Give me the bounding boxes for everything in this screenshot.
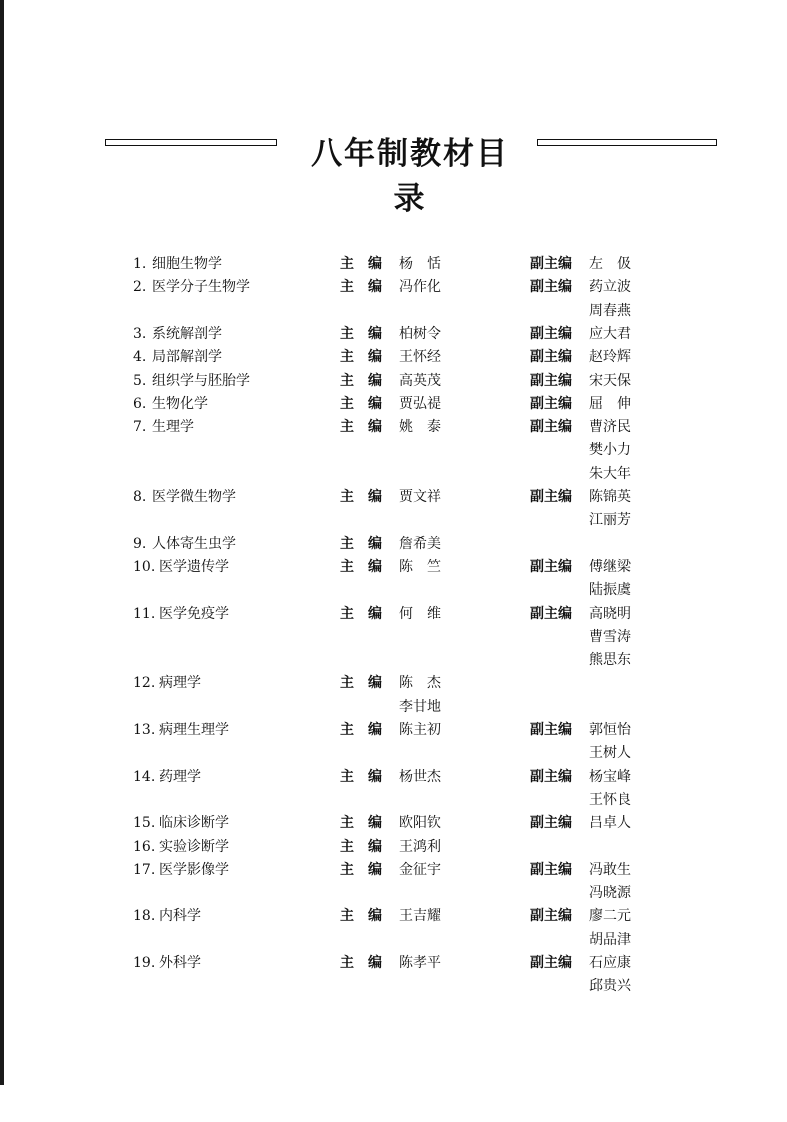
deputy-editor-name: 药立波	[589, 279, 631, 296]
deputy-editor-label: 副主编	[530, 395, 572, 412]
deputy-editor-name: 赵玲辉	[589, 349, 631, 366]
editor-label: 主 编	[340, 838, 382, 855]
book-title: 医学分子生物学	[152, 279, 250, 296]
editor-label: 主 编	[340, 605, 382, 622]
deputy-editor-name: 陆振虞	[589, 582, 631, 599]
deputy-editor-label: 副主编	[530, 861, 572, 878]
editor-name: 贾文祥	[399, 489, 441, 505]
deputy-editor-name: 朱大年	[589, 465, 631, 482]
book-number: 4.	[133, 349, 147, 366]
editor-name: 贾弘禔	[399, 395, 441, 412]
book-number: 3.	[133, 325, 147, 342]
editor-label: 主 编	[340, 395, 382, 412]
editor-name: 陈 竺	[399, 558, 441, 575]
book-number: 6.	[133, 395, 147, 412]
book-number: 12.	[133, 675, 156, 692]
book-title: 细胞生物学	[152, 256, 222, 272]
deputy-editor-name: 傅继梁	[589, 558, 631, 575]
deputy-editor-label: 副主编	[530, 372, 572, 389]
editor-label: 主 编	[340, 768, 382, 785]
editor-name: 杨 恬	[399, 256, 441, 272]
deputy-editor-name: 樊小力	[589, 442, 631, 459]
editor-name: 陈 杰	[399, 675, 441, 692]
book-number: 18.	[133, 908, 156, 925]
deputy-editor-name: 郭恒怡	[589, 722, 631, 738]
deputy-editor-label: 副主编	[530, 722, 572, 738]
book-number: 9.	[133, 535, 147, 552]
editor-name: 陈孝平	[399, 955, 441, 971]
deputy-editor-name: 冯敢生	[589, 861, 631, 878]
editor-label: 主 编	[340, 908, 382, 925]
deputy-editor-label: 副主编	[530, 419, 572, 436]
book-number: 1.	[133, 256, 147, 272]
deputy-editor-label: 副主编	[530, 605, 572, 622]
deputy-editor-name: 周春燕	[589, 302, 631, 319]
deputy-editor-name: 熊思东	[589, 652, 631, 669]
book-number: 14.	[133, 768, 156, 785]
deputy-editor-name: 王怀良	[589, 791, 631, 808]
editor-name: 欧阳钦	[399, 815, 441, 832]
editor-name: 金征宇	[399, 861, 441, 878]
book-number: 11.	[133, 605, 156, 622]
book-number: 7.	[133, 419, 147, 436]
deputy-editor-label: 副主编	[530, 558, 572, 575]
deputy-editor-name: 杨宝峰	[589, 768, 631, 785]
editor-label: 主 编	[340, 372, 382, 389]
editor-label: 主 编	[340, 349, 382, 366]
book-title: 生物化学	[152, 395, 208, 412]
editor-name: 柏树令	[399, 325, 441, 342]
book-title: 药理学	[159, 768, 201, 785]
book-title: 医学遗传学	[159, 558, 229, 575]
deputy-editor-label: 副主编	[530, 768, 572, 785]
deputy-editor-name: 应大君	[589, 325, 631, 342]
page-header	[105, 128, 717, 217]
book-title: 医学影像学	[159, 861, 229, 878]
book-number: 13.	[133, 722, 156, 738]
editor-name: 王吉耀	[399, 908, 441, 925]
page-left-edge	[0, 0, 4, 1085]
editor-name: 王鸿利	[399, 838, 441, 855]
deputy-editor-name: 邱贵兴	[589, 978, 631, 995]
editor-name: 何 维	[399, 605, 441, 622]
book-number: 8.	[133, 489, 147, 505]
book-title: 外科学	[159, 955, 201, 971]
deputy-editor-name: 宋天保	[589, 372, 631, 389]
deputy-editor-name: 廖二元	[589, 908, 631, 925]
deputy-editor-name: 胡品津	[589, 931, 631, 948]
page-title: 八年制教材目录	[311, 136, 509, 217]
editor-label: 主 编	[340, 861, 382, 878]
deputy-editor-label: 副主编	[530, 256, 572, 272]
book-number: 10.	[133, 558, 156, 575]
editor-label: 主 编	[340, 279, 382, 296]
editor-label: 主 编	[340, 955, 382, 971]
book-title: 人体寄生虫学	[152, 535, 236, 552]
book-title: 实验诊断学	[159, 838, 229, 855]
editor-label: 主 编	[340, 675, 382, 692]
deputy-editor-label: 副主编	[530, 815, 572, 832]
book-title: 系统解剖学	[152, 325, 222, 342]
deputy-editor-name: 王树人	[589, 745, 631, 762]
deputy-editor-name: 江丽芳	[589, 512, 631, 529]
deputy-editor-name: 左 伋	[589, 256, 631, 272]
editor-label: 主 编	[340, 256, 382, 272]
deputy-editor-name: 吕卓人	[589, 815, 631, 832]
editor-label: 主 编	[340, 489, 382, 505]
title-rule-left	[105, 139, 277, 146]
editor-name: 詹希美	[399, 535, 441, 552]
editor-label: 主 编	[340, 722, 382, 738]
editor-name: 杨世杰	[399, 768, 441, 785]
deputy-editor-name: 高晓明	[589, 605, 631, 622]
book-number: 15.	[133, 815, 156, 832]
deputy-editor-label: 副主编	[530, 325, 572, 342]
deputy-editor-label: 副主编	[530, 349, 572, 366]
deputy-editor-label: 副主编	[530, 908, 572, 925]
editor-label: 主 编	[340, 535, 382, 552]
deputy-editor-label: 副主编	[530, 489, 572, 505]
deputy-editor-label: 副主编	[530, 279, 572, 296]
book-number: 19.	[133, 955, 156, 971]
book-number: 16.	[133, 838, 156, 855]
deputy-editor-name: 石应康	[589, 955, 631, 971]
title-rule-right	[537, 139, 717, 146]
deputy-editor-name: 屈 伸	[589, 395, 631, 412]
editor-label: 主 编	[340, 325, 382, 342]
editor-name: 高英茂	[399, 372, 441, 389]
editor-name: 李甘地	[399, 698, 441, 715]
editor-name: 姚 泰	[399, 419, 441, 436]
editor-label: 主 编	[340, 558, 382, 575]
book-title: 临床诊断学	[159, 815, 229, 832]
deputy-editor-name: 陈锦英	[589, 489, 631, 505]
book-title: 内科学	[159, 908, 201, 925]
book-number: 5.	[133, 372, 147, 389]
book-title: 医学免疫学	[159, 605, 229, 622]
book-title: 医学微生物学	[152, 489, 236, 505]
deputy-editor-name: 曹雪涛	[589, 628, 631, 645]
book-title: 组织学与胚胎学	[152, 372, 250, 389]
deputy-editor-label: 副主编	[530, 955, 572, 971]
book-number: 17.	[133, 861, 156, 878]
editor-label: 主 编	[340, 815, 382, 832]
book-title: 病理生理学	[159, 722, 229, 738]
book-number: 2.	[133, 279, 147, 296]
book-title: 病理学	[159, 675, 201, 692]
deputy-editor-name: 冯晓源	[589, 885, 631, 902]
book-title: 生理学	[152, 419, 194, 436]
deputy-editor-name: 曹济民	[589, 419, 631, 436]
editor-name: 王怀经	[399, 349, 441, 366]
editor-name: 陈主初	[399, 722, 441, 738]
editor-label: 主 编	[340, 419, 382, 436]
editor-name: 冯作化	[399, 279, 441, 296]
book-title: 局部解剖学	[152, 349, 222, 366]
